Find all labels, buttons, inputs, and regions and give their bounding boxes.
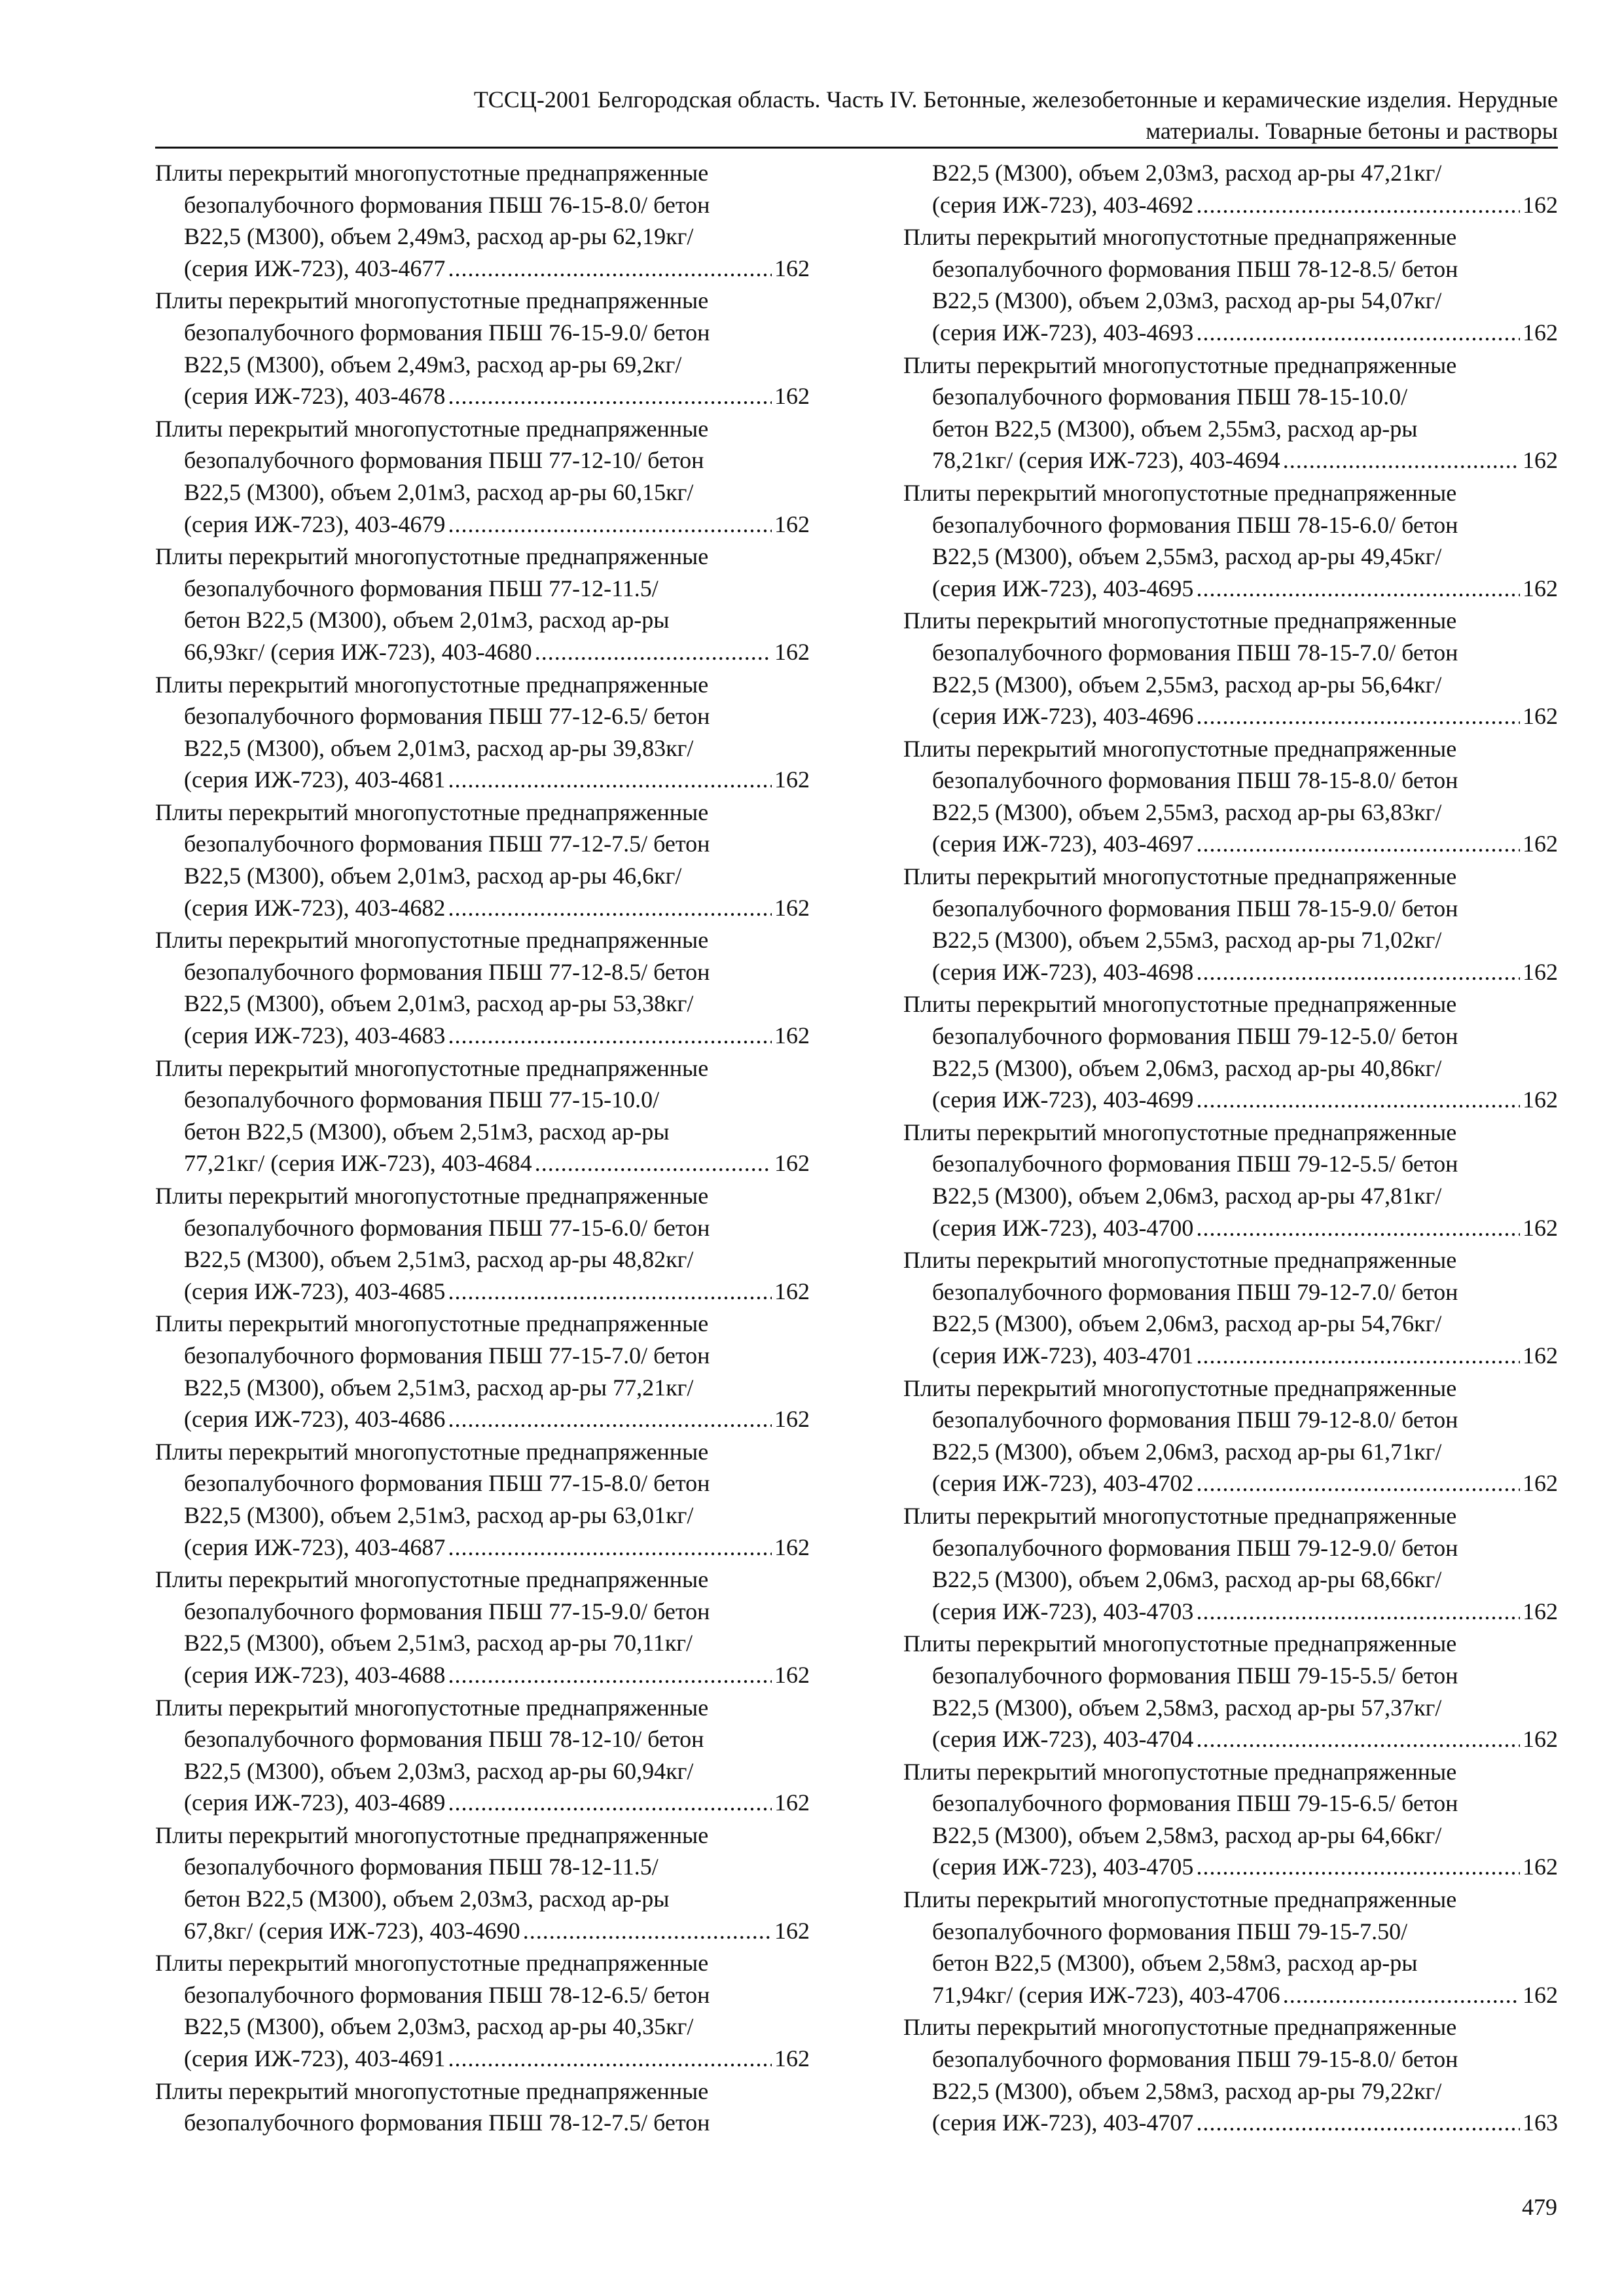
entry-text: (серия ИЖ-723), 403-4707: [932, 2109, 1194, 2136]
entry-text: (серия ИЖ-723), 403-4701: [932, 1342, 1194, 1369]
entry-line: [155, 1787, 810, 1819]
entry-line: [155, 253, 810, 285]
entry-line: безопалубочного формования ПБШ 78-15-9.0/ бетон: [932, 895, 1458, 922]
entry-line: безопалубочного формования ПБШ 78-12-11.5/: [184, 1854, 659, 1880]
entry-line: [155, 1147, 810, 1179]
entry-line: безопалубочного формования ПБШ 77-12-11.5/: [184, 575, 659, 601]
entry-page-number: 162: [1523, 1854, 1558, 1880]
entry-line: [155, 509, 810, 541]
index-entry: [155, 413, 810, 540]
entry-page-number: 162: [774, 1278, 810, 1304]
entry-page-number: 162: [774, 511, 810, 537]
entry-line: [155, 1403, 810, 1435]
entry-line: Плиты перекрытий многопустотные преднапряженные: [903, 1886, 1457, 1913]
index-entry: [155, 1820, 810, 1946]
index-entry: [155, 1436, 810, 1563]
entry-line: Плиты перекрытий многопустотные преднапряженные: [155, 2077, 709, 2104]
entry-line: Плиты перекрытий многопустотные преднапряженные: [155, 927, 709, 954]
entry-page-number: 162: [774, 1661, 810, 1688]
index-column-right: [903, 157, 1558, 2140]
entry-line: [903, 573, 1558, 605]
dot-leader: [1283, 1979, 1520, 2011]
entry-line: Плиты перекрытий многопустотные преднапряженные: [903, 1502, 1457, 1529]
entry-line: Плиты перекрытий многопустотные преднапряженные: [155, 1950, 709, 1977]
entry-line: бетон В22,5 (М300), объем 2,51м3, расход ар-ры: [184, 1118, 670, 1145]
entry-line: безопалубочного формования ПБШ 77-12-10/ бетон: [184, 447, 704, 474]
entry-line: безопалубочного формования ПБШ 79-12-5.0/ бетон: [932, 1023, 1458, 1050]
entry-line: [155, 1276, 810, 1308]
entry-line: В22,5 (М300), объем 2,49м3, расход ар-ры 69,2кг/: [184, 351, 682, 378]
index-entry: [903, 221, 1558, 348]
entry-line: В22,5 (М300), объем 2,51м3, расход ар-ры 70,11кг/: [184, 1630, 693, 1657]
entry-line: В22,5 (М300), объем 2,58м3, расход ар-ры 79,22кг/: [932, 2077, 1442, 2104]
dot-leader: [1196, 2107, 1520, 2139]
entry-text: (серия ИЖ-723), 403-4704: [932, 1726, 1194, 1753]
header-title-line-2: материалы. Товарные бетоны и растворы: [1146, 118, 1558, 144]
entry-page-number: 162: [1523, 575, 1558, 601]
entry-line: бетон В22,5 (М300), объем 2,55м3, расход ар-ры: [932, 415, 1418, 442]
entry-text: (серия ИЖ-723), 403-4691: [184, 2045, 446, 2072]
dot-leader: [448, 2043, 772, 2075]
index-entry: [155, 1947, 810, 2074]
entry-line: [903, 2107, 1558, 2139]
entry-line: В22,5 (М300), объем 2,51м3, расход ар-ры 77,21кг/: [184, 1374, 694, 1401]
entry-line: безопалубочного формования ПБШ 77-15-7.0/ бетон: [184, 1342, 710, 1369]
entry-page-number: 163: [1523, 2109, 1558, 2136]
entry-page-number: 162: [1523, 1214, 1558, 1241]
entry-line: Плиты перекрытий многопустотные преднапряженные: [155, 415, 709, 442]
index-entry: [155, 1692, 810, 1819]
entry-page-number: 162: [774, 2045, 810, 2072]
entry-line: Плиты перекрытий многопустотные преднапряженные: [903, 991, 1457, 1018]
entry-line: безопалубочного формования ПБШ 77-15-9.0/ бетон: [184, 1598, 710, 1624]
entry-line: Плиты перекрытий многопустотные преднапряженные: [155, 1566, 709, 1593]
dot-leader: [1196, 828, 1520, 860]
index-entry: [903, 1628, 1558, 1755]
entry-line: [903, 1084, 1558, 1116]
entry-line: безопалубочного формования ПБШ 76-15-9.0/ бетон: [184, 319, 710, 346]
dot-leader: [448, 1020, 772, 1052]
entry-line: Плиты перекрытий многопустотные преднапряженные: [155, 1821, 709, 1848]
index-entry: [903, 1372, 1558, 1499]
entry-text: (серия ИЖ-723), 403-4677: [184, 255, 446, 281]
running-header: [155, 84, 1558, 149]
entry-text: (серия ИЖ-723), 403-4698: [932, 958, 1194, 985]
entry-page-number: 162: [774, 766, 810, 793]
dot-leader: [448, 892, 772, 924]
entry-text: (серия ИЖ-723), 403-4697: [932, 831, 1194, 857]
entry-line: Плиты перекрытий многопустотные преднапряженные: [155, 671, 709, 698]
entry-line: В22,5 (М300), объем 2,03м3, расход ар-ры 47,21кг/: [932, 160, 1442, 186]
entry-text: (серия ИЖ-723), 403-4700: [932, 1214, 1194, 1241]
entry-line: безопалубочного формования ПБШ 79-12-8.0/ бетон: [932, 1407, 1458, 1433]
entry-line: В22,5 (М300), объем 2,01м3, расход ар-ры 39,83кг/: [184, 734, 694, 761]
entry-line: безопалубочного формования ПБШ 78-12-6.5/ бетон: [184, 1981, 710, 2008]
entry-text: (серия ИЖ-723), 403-4693: [932, 319, 1194, 346]
entry-text: (серия ИЖ-723), 403-4692: [932, 191, 1194, 218]
entry-text: (серия ИЖ-723), 403-4689: [184, 1789, 446, 1816]
entry-page-number: 162: [1523, 1598, 1558, 1624]
dot-leader: [448, 1532, 772, 1564]
entry-text: (серия ИЖ-723), 403-4681: [184, 766, 446, 793]
entry-line: безопалубочного формования ПБШ 78-12-7.5/ бетон: [184, 2109, 710, 2136]
entry-line: В22,5 (М300), объем 2,06м3, расход ар-ры 68,66кг/: [932, 1566, 1442, 1593]
dot-leader: [448, 1276, 772, 1308]
index-entry: [903, 477, 1558, 604]
entry-line: Плиты перекрытий многопустотные преднапряженные: [903, 607, 1457, 634]
entry-line: Плиты перекрытий многопустотные преднапряженные: [155, 798, 709, 825]
entry-line: Плиты перекрытий многопустотные преднапряженные: [155, 1694, 709, 1721]
entry-line: В22,5 (М300), объем 2,06м3, расход ар-ры 54,76кг/: [932, 1310, 1442, 1337]
index-entry: [903, 2011, 1558, 2138]
entry-line: [903, 1851, 1558, 1883]
entry-text: (серия ИЖ-723), 403-4687: [184, 1534, 446, 1560]
entry-line: В22,5 (М300), объем 2,58м3, расход ар-ры 57,37кг/: [932, 1694, 1442, 1721]
entry-page-number: 162: [1523, 1342, 1558, 1369]
entry-line: [155, 380, 810, 412]
entry-text: 67,8кг/ (серия ИЖ-723), 403-4690: [184, 1917, 520, 1944]
dot-leader: [1196, 573, 1520, 605]
entry-line: безопалубочного формования ПБШ 78-15-10.0/: [932, 384, 1408, 410]
entry-text: (серия ИЖ-723), 403-4686: [184, 1406, 446, 1433]
entry-page-number: 162: [1523, 703, 1558, 730]
entry-text: 71,94кг/ (серия ИЖ-723), 403-4706: [932, 1981, 1280, 2008]
entry-page-number: 162: [774, 894, 810, 921]
index-column-left: [155, 157, 810, 2140]
entry-line: В22,5 (М300), объем 2,58м3, расход ар-ры 64,66кг/: [932, 1821, 1442, 1848]
entry-page-number: 162: [774, 638, 810, 665]
entry-page-number: 162: [1523, 1470, 1558, 1497]
entry-line: Плиты перекрытий многопустотные преднапряженные: [903, 1630, 1457, 1657]
entry-line: [155, 2043, 810, 2075]
index-entry: [903, 605, 1558, 732]
entry-line: безопалубочного формования ПБШ 77-12-6.5/ бетон: [184, 703, 710, 730]
index-entry: [155, 1564, 810, 1691]
dot-leader: [448, 1787, 772, 1819]
entry-line: безопалубочного формования ПБШ 79-12-9.0/ бетон: [932, 1534, 1458, 1561]
entry-line: В22,5 (М300), объем 2,01м3, расход ар-ры 46,6кг/: [184, 863, 682, 889]
entry-text: (серия ИЖ-723), 403-4699: [932, 1086, 1194, 1113]
entry-page-number: 162: [1523, 191, 1558, 218]
entry-line: Плиты перекрытий многопустотные преднапряженные: [155, 1183, 709, 1209]
entry-page-number: 162: [1523, 1981, 1558, 2008]
entry-line: [903, 1596, 1558, 1628]
entry-line: [903, 700, 1558, 732]
entry-line: безопалубочного формования ПБШ 77-15-8.0/ бетон: [184, 1470, 710, 1497]
entry-line: бетон В22,5 (М300), объем 2,58м3, расход ар-ры: [932, 1950, 1418, 1977]
entry-page-number: 162: [1523, 958, 1558, 985]
entry-line: [155, 1532, 810, 1564]
dot-leader: [448, 764, 772, 796]
index-entry: [903, 1500, 1558, 1627]
index-entry: [903, 1244, 1558, 1371]
entry-line: [155, 1020, 810, 1052]
entry-line: В22,5 (М300), объем 2,55м3, расход ар-ры 71,02кг/: [932, 927, 1442, 954]
entry-page-number: 162: [1523, 447, 1558, 474]
dot-leader: [1196, 317, 1520, 349]
entry-line: [155, 1915, 810, 1947]
entry-line: Плиты перекрытий многопустотные преднапряженные: [903, 224, 1457, 251]
entry-line: В22,5 (М300), объем 2,55м3, расход ар-ры 49,45кг/: [932, 543, 1442, 570]
dot-leader: [535, 1147, 772, 1179]
entry-line: В22,5 (М300), объем 2,55м3, расход ар-ры 56,64кг/: [932, 671, 1442, 698]
entry-line: [903, 444, 1558, 476]
entry-line: Плиты перекрытий многопустотные преднапряженные: [903, 351, 1457, 378]
entry-line: [155, 892, 810, 924]
entry-line: Плиты перекрытий многопустотные преднапряженные: [155, 287, 709, 314]
entry-line: безопалубочного формования ПБШ 79-15-5.5/ бетон: [932, 1662, 1458, 1689]
entry-line: безопалубочного формования ПБШ 79-15-7.50/: [932, 1918, 1408, 1945]
dot-leader: [1196, 700, 1520, 732]
index-entry: [155, 797, 810, 924]
entry-line: [903, 1212, 1558, 1244]
dot-leader: [1196, 1596, 1520, 1628]
entry-line: В22,5 (М300), объем 2,06м3, расход ар-ры 47,81кг/: [932, 1183, 1442, 1209]
entry-text: (серия ИЖ-723), 403-4678: [184, 383, 446, 410]
entry-text: 78,21кг/ (серия ИЖ-723), 403-4694: [932, 447, 1280, 474]
index-entry: [155, 1052, 810, 1179]
index-entry: [155, 669, 810, 796]
entry-line: [155, 764, 810, 796]
entry-text: (серия ИЖ-723), 403-4695: [932, 575, 1194, 601]
index-entry: [903, 861, 1558, 988]
entry-line: В22,5 (М300), объем 2,01м3, расход ар-ры 53,38кг/: [184, 990, 694, 1017]
dot-leader: [448, 1403, 772, 1435]
entry-line: Плиты перекрытий многопустотные преднапряженные: [903, 735, 1457, 762]
entry-line: безопалубочного формования ПБШ 76-15-8.0/ бетон: [184, 191, 710, 218]
dot-leader: [1196, 1212, 1520, 1244]
dot-leader: [1196, 1851, 1520, 1883]
index-entry: [155, 541, 810, 668]
entry-line: безопалубочного формования ПБШ 77-15-6.0/ бетон: [184, 1214, 710, 1241]
index-entry: [903, 1884, 1558, 2011]
entry-line: Плиты перекрытий многопустотные преднапряженные: [903, 1119, 1457, 1145]
entry-text: (серия ИЖ-723), 403-4683: [184, 1022, 446, 1049]
entry-line: безопалубочного формования ПБШ 79-15-6.5/ бетон: [932, 1790, 1458, 1817]
entry-line: В22,5 (М300), объем 2,06м3, расход ар-ры 40,86кг/: [932, 1054, 1442, 1081]
entry-line: [903, 1340, 1558, 1372]
entry-line: Плиты перекрытий многопустотные преднапряженные: [903, 863, 1457, 890]
entry-line: безопалубочного формования ПБШ 78-12-8.5/ бетон: [932, 255, 1458, 282]
entry-line: безопалубочного формования ПБШ 79-12-5.5/ бетон: [932, 1151, 1458, 1177]
dot-leader: [1196, 1340, 1520, 1372]
entry-page-number: 162: [774, 1534, 810, 1560]
entry-page-number: 162: [774, 1917, 810, 1944]
entry-line: безопалубочного формования ПБШ 78-15-7.0/ бетон: [932, 639, 1458, 666]
index-entry: [155, 2075, 810, 2139]
entry-line: Плиты перекрытий многопустотные преднапряженные: [155, 160, 709, 186]
entry-page-number: 162: [774, 1789, 810, 1816]
entry-line: безопалубочного формования ПБШ 78-12-10/ бетон: [184, 1726, 704, 1753]
entry-text: (серия ИЖ-723), 403-4702: [932, 1470, 1194, 1497]
dot-leader: [448, 380, 772, 412]
dot-leader: [1196, 956, 1520, 988]
entry-text: 77,21кг/ (серия ИЖ-723), 403-4684: [184, 1150, 532, 1177]
dot-leader: [1196, 1467, 1520, 1499]
entry-line: В22,5 (М300), объем 2,03м3, расход ар-ры 60,94кг/: [184, 1757, 694, 1784]
entry-line: [903, 828, 1558, 860]
page-number: 479: [1522, 2194, 1557, 2220]
entry-page-number: 162: [774, 1022, 810, 1049]
entry-text: (серия ИЖ-723), 403-4688: [184, 1661, 446, 1688]
entry-line: безопалубочного формования ПБШ 79-15-8.0/ бетон: [932, 2046, 1458, 2073]
dot-leader: [448, 1659, 772, 1691]
entry-text: (серия ИЖ-723), 403-4685: [184, 1278, 446, 1304]
entry-line: Плиты перекрытий многопустотные преднапряженные: [903, 1247, 1457, 1274]
entry-page-number: 162: [774, 255, 810, 281]
entry-text: (серия ИЖ-723), 403-4703: [932, 1598, 1194, 1624]
entry-line: безопалубочного формования ПБШ 77-12-7.5/ бетон: [184, 831, 710, 857]
entry-line: Плиты перекрытий многопустотные преднапряженные: [903, 1374, 1457, 1401]
entry-line: бетон В22,5 (М300), объем 2,01м3, расход ар-ры: [184, 607, 670, 634]
index-entry: [155, 1180, 810, 1307]
entry-line: безопалубочного формования ПБШ 77-12-8.5/ бетон: [184, 958, 710, 985]
entry-line: [903, 1723, 1558, 1755]
entry-text: (серия ИЖ-723), 403-4696: [932, 703, 1194, 730]
index-entry: [903, 157, 1558, 221]
entry-line: [903, 1979, 1558, 2011]
entry-page-number: 162: [1523, 831, 1558, 857]
index-entry: [903, 988, 1558, 1115]
index-entry: [903, 1756, 1558, 1883]
entry-line: безопалубочного формования ПБШ 78-15-8.0/ бетон: [932, 767, 1458, 794]
index-entry: [903, 1117, 1558, 1244]
entry-line: В22,5 (М300), объем 2,06м3, расход ар-ры 61,71кг/: [932, 1438, 1442, 1465]
entry-page-number: 162: [1523, 1086, 1558, 1113]
entry-line: Плиты перекрытий многопустотные преднапряженные: [903, 2014, 1457, 2041]
entry-line: безопалубочного формования ПБШ 78-15-6.0/ бетон: [932, 511, 1458, 538]
entry-line: В22,5 (М300), объем 2,51м3, расход ар-ры 63,01кг/: [184, 1501, 694, 1528]
entry-line: Плиты перекрытий многопустотные преднапряженные: [155, 1054, 709, 1081]
entry-line: Плиты перекрытий многопустотные преднапряженные: [903, 1758, 1457, 1785]
dot-leader: [1283, 444, 1520, 476]
index-entry: [155, 924, 810, 1051]
index-entry: [155, 1308, 810, 1435]
index-entry: [155, 157, 810, 284]
entry-line: безопалубочного формования ПБШ 77-15-10.0/: [184, 1086, 660, 1113]
entry-line: [903, 1467, 1558, 1499]
dot-leader: [448, 509, 772, 541]
dot-leader: [1196, 189, 1520, 221]
entry-line: Плиты перекрытий многопустотные преднапряженные: [903, 479, 1457, 506]
entry-page-number: 162: [774, 383, 810, 410]
entry-text: (серия ИЖ-723), 403-4705: [932, 1854, 1194, 1880]
entry-line: Плиты перекрытий многопустотные преднапряженные: [155, 1310, 709, 1337]
header-title-line-1: ТССЦ-2001 Белгородская область. Часть IV. Бетонные, железобетонные и керамические изделия. Нерудные: [473, 86, 1558, 113]
entry-page-number: 162: [774, 1406, 810, 1433]
dot-leader: [523, 1915, 772, 1947]
entry-line: [903, 189, 1558, 221]
entry-line: безопалубочного формования ПБШ 79-12-7.0/ бетон: [932, 1278, 1458, 1305]
entry-line: В22,5 (М300), объем 2,49м3, расход ар-ры 62,19кг/: [184, 223, 694, 250]
entry-line: бетон В22,5 (М300), объем 2,03м3, расход ар-ры: [184, 1886, 670, 1912]
dot-leader: [535, 636, 772, 668]
entry-page-number: 162: [1523, 319, 1558, 346]
entry-text: (серия ИЖ-723), 403-4679: [184, 511, 446, 537]
entry-line: В22,5 (М300), объем 2,01м3, расход ар-ры 60,15кг/: [184, 478, 694, 505]
entry-text: 66,93кг/ (серия ИЖ-723), 403-4680: [184, 638, 532, 665]
dot-leader: [448, 253, 772, 285]
entry-line: [155, 1659, 810, 1691]
entry-line: [155, 636, 810, 668]
index-entry: [155, 285, 810, 412]
entry-page-number: 162: [774, 1150, 810, 1177]
dot-leader: [1196, 1723, 1520, 1755]
entry-line: [903, 317, 1558, 349]
entry-text: (серия ИЖ-723), 403-4682: [184, 894, 446, 921]
index-entry: [903, 350, 1558, 476]
entry-line: В22,5 (М300), объем 2,51м3, расход ар-ры 48,82кг/: [184, 1246, 694, 1273]
dot-leader: [1196, 1084, 1520, 1116]
entry-line: В22,5 (М300), объем 2,03м3, расход ар-ры 54,07кг/: [932, 287, 1442, 314]
entry-line: Плиты перекрытий многопустотные преднапряженные: [155, 1438, 709, 1465]
entry-line: [903, 956, 1558, 988]
entry-page-number: 162: [1523, 1726, 1558, 1753]
entry-line: В22,5 (М300), объем 2,03м3, расход ар-ры 40,35кг/: [184, 2013, 694, 2040]
index-entry: [903, 733, 1558, 860]
entry-line: В22,5 (М300), объем 2,55м3, расход ар-ры 63,83кг/: [932, 798, 1442, 825]
entry-line: Плиты перекрытий многопустотные преднапряженные: [155, 543, 709, 570]
